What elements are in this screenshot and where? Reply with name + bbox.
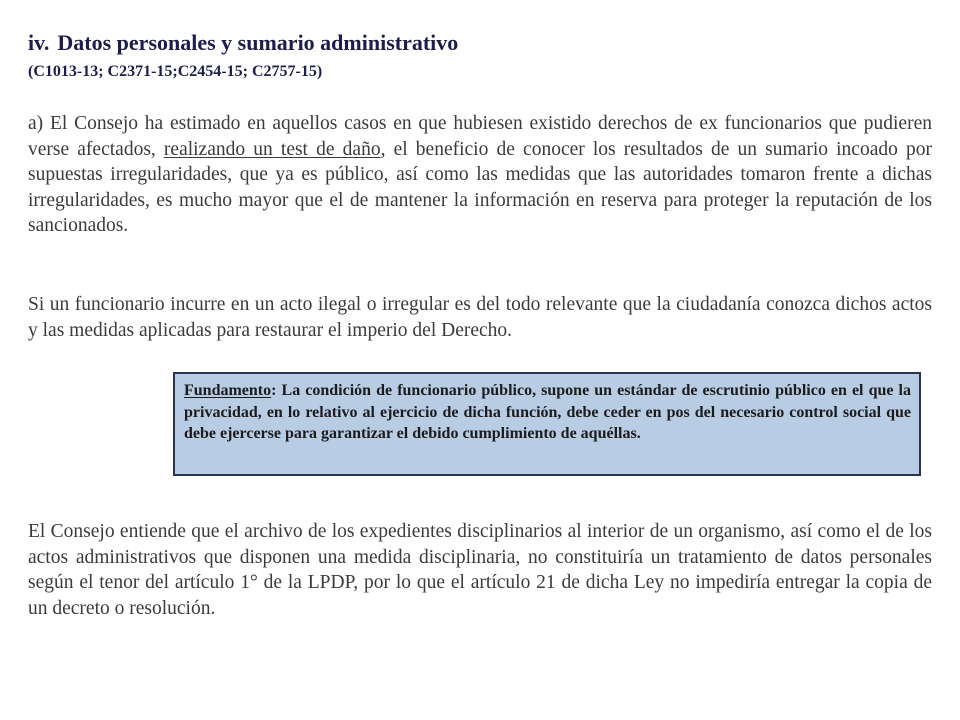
paragraph-c: El Consejo entiende que el archivo de los expedientes disciplinarios al interior de un organismo, así como el de los actos administrativos que disponen una medida disciplinaria, no constituiría un tratamiento de datos personales según el tenor del artículo 1° de la LPDP, por lo que el artículo 21 de dicha Ley no impediría entregar la copia de un decreto o resolución. xyxy=(28,521,932,619)
section-title-text: Datos personales y sumario administrativo xyxy=(57,30,459,55)
case-references: (C1013-13; C2371-15;C2454-15; C2757-15) xyxy=(28,63,323,80)
fundamento-box xyxy=(173,372,921,476)
paragraph-a-start: a) El Consejo ha estimado en aquellos casos en que hubiesen existido derechos de ex funcionarios que pudieren verse afectados, xyxy=(28,113,932,160)
fundamento-text: : La condición de funcionario público, supone un estándar de escrutinio público en el que la privacidad, en lo relativo al ejercicio de dicha función, debe ceder en pos del necesario control social que debe ejercerse para garantizar el debido cumplimiento de aquéllas. xyxy=(184,382,911,442)
paragraph-b: Si un funcionario incurre en un acto ilegal o irregular es del todo relevante que la ciudadanía conozca dichos actos y las medidas aplicadas para restaurar el imperio del Derecho. xyxy=(28,294,932,341)
paragraph-a-underlined-phrase: realizando un test de daño xyxy=(163,138,381,160)
section-number: iv. xyxy=(28,30,50,55)
paragraph-a xyxy=(28,111,932,239)
section-title xyxy=(28,29,932,57)
paragraph-a-end: , el beneficio de conocer los resultados de un sumario incoado por supuestas irregularidades, que ya es público, así como las medidas que las autoridades tomaron frente a dichas irregularidades, es mucho mayor que el de mantener la información en reserva para proteger la reputación de los sancionados. xyxy=(28,138,932,236)
fundamento-label: Fundamento xyxy=(184,382,272,399)
